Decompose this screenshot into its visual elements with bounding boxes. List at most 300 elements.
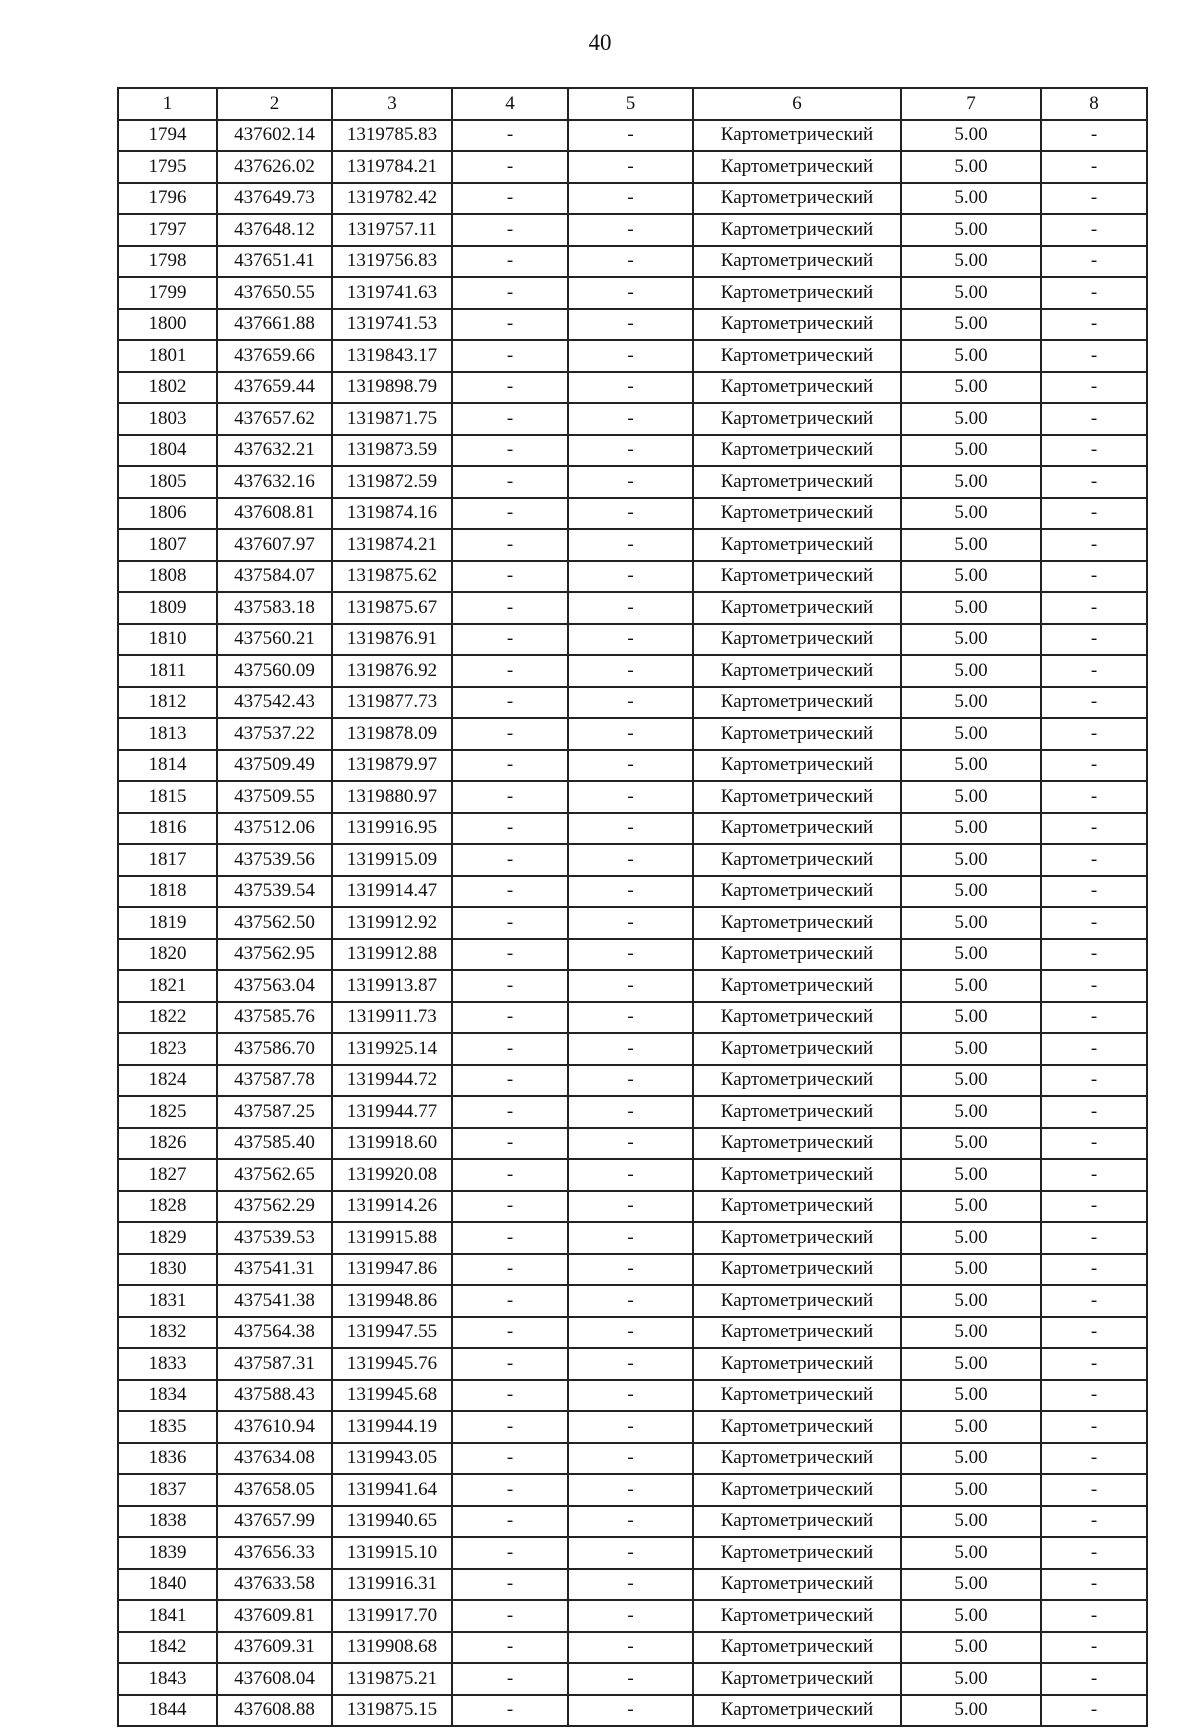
- x-coordinate-cell: 437650.55: [217, 277, 332, 309]
- accuracy-cell: 5.00: [901, 1443, 1041, 1475]
- point-number-cell: 1819: [118, 907, 217, 939]
- method-cell: Картометрический: [693, 183, 901, 215]
- accuracy-cell: 5.00: [901, 844, 1041, 876]
- column-8-cell: -: [1041, 1191, 1147, 1223]
- point-number-cell: 1797: [118, 214, 217, 246]
- point-number-cell: 1796: [118, 183, 217, 215]
- point-number-cell: 1817: [118, 844, 217, 876]
- column-8-cell: -: [1041, 655, 1147, 687]
- table-row: [118, 781, 1147, 813]
- column-8-cell: -: [1041, 750, 1147, 782]
- y-coordinate-cell: 1319941.64: [332, 1474, 452, 1506]
- y-coordinate-cell: 1319948.86: [332, 1285, 452, 1317]
- y-coordinate-cell: 1319916.95: [332, 813, 452, 845]
- y-coordinate-cell: 1319898.79: [332, 372, 452, 404]
- accuracy-cell: 5.00: [901, 1411, 1041, 1443]
- column-5-cell: -: [568, 655, 693, 687]
- method-cell: Картометрический: [693, 498, 901, 530]
- method-cell: Картометрический: [693, 277, 901, 309]
- point-number-cell: 1840: [118, 1569, 217, 1601]
- point-number-cell: 1826: [118, 1128, 217, 1160]
- y-coordinate-cell: 1319944.19: [332, 1411, 452, 1443]
- column-8-cell: -: [1041, 1254, 1147, 1286]
- accuracy-cell: 5.00: [901, 655, 1041, 687]
- column-4-cell: -: [452, 592, 568, 624]
- method-cell: Картометрический: [693, 1317, 901, 1349]
- column-5-cell: -: [568, 277, 693, 309]
- column-5-cell: -: [568, 1600, 693, 1632]
- method-cell: Картометрический: [693, 939, 901, 971]
- method-cell: Картометрический: [693, 781, 901, 813]
- point-number-cell: 1799: [118, 277, 217, 309]
- method-cell: Картометрический: [693, 1348, 901, 1380]
- x-coordinate-cell: 437585.76: [217, 1002, 332, 1034]
- column-8-cell: -: [1041, 970, 1147, 1002]
- y-coordinate-cell: 1319918.60: [332, 1128, 452, 1160]
- column-5-cell: -: [568, 1002, 693, 1034]
- y-coordinate-cell: 1319875.62: [332, 561, 452, 593]
- y-coordinate-cell: 1319879.97: [332, 750, 452, 782]
- column-5-cell: -: [568, 1663, 693, 1695]
- point-number-cell: 1842: [118, 1632, 217, 1664]
- method-cell: Картометрический: [693, 687, 901, 719]
- table-row: [118, 1222, 1147, 1254]
- column-5-cell: -: [568, 876, 693, 908]
- column-4-cell: -: [452, 813, 568, 845]
- column-5-cell: -: [568, 1474, 693, 1506]
- method-cell: Картометрический: [693, 1443, 901, 1475]
- accuracy-cell: 5.00: [901, 309, 1041, 341]
- column-8-cell: -: [1041, 1695, 1147, 1727]
- x-coordinate-cell: 437562.65: [217, 1159, 332, 1191]
- column-5-cell: -: [568, 1285, 693, 1317]
- method-cell: Картометрический: [693, 970, 901, 1002]
- column-5-cell: -: [568, 309, 693, 341]
- method-cell: Картометрический: [693, 1663, 901, 1695]
- point-number-cell: 1818: [118, 876, 217, 908]
- table-row: [118, 907, 1147, 939]
- column-8-cell: -: [1041, 1159, 1147, 1191]
- column-4-cell: -: [452, 1002, 568, 1034]
- y-coordinate-cell: 1319875.15: [332, 1695, 452, 1727]
- column-8-cell: -: [1041, 844, 1147, 876]
- column-8-cell: -: [1041, 939, 1147, 971]
- table-row: [118, 1065, 1147, 1097]
- method-cell: Картометрический: [693, 435, 901, 467]
- y-coordinate-cell: 1319925.14: [332, 1033, 452, 1065]
- point-number-cell: 1815: [118, 781, 217, 813]
- x-coordinate-cell: 437588.43: [217, 1380, 332, 1412]
- accuracy-cell: 5.00: [901, 403, 1041, 435]
- y-coordinate-cell: 1319945.76: [332, 1348, 452, 1380]
- column-8-cell: -: [1041, 372, 1147, 404]
- column-8-cell: -: [1041, 1569, 1147, 1601]
- accuracy-cell: 5.00: [901, 1506, 1041, 1538]
- column-8-cell: -: [1041, 1096, 1147, 1128]
- x-coordinate-cell: 437657.62: [217, 403, 332, 435]
- column-8-cell: -: [1041, 120, 1147, 152]
- column-8-cell: -: [1041, 1506, 1147, 1538]
- table-row: [118, 151, 1147, 183]
- column-4-cell: -: [452, 844, 568, 876]
- point-number-cell: 1824: [118, 1065, 217, 1097]
- point-number-cell: 1814: [118, 750, 217, 782]
- x-coordinate-cell: 437609.31: [217, 1632, 332, 1664]
- x-coordinate-cell: 437657.99: [217, 1506, 332, 1538]
- point-number-cell: 1834: [118, 1380, 217, 1412]
- accuracy-cell: 5.00: [901, 1222, 1041, 1254]
- point-number-cell: 1794: [118, 120, 217, 152]
- method-cell: Картометрический: [693, 214, 901, 246]
- column-4-cell: -: [452, 403, 568, 435]
- column-8-cell: -: [1041, 403, 1147, 435]
- column-4-cell: -: [452, 214, 568, 246]
- column-5-cell: -: [568, 624, 693, 656]
- x-coordinate-cell: 437541.38: [217, 1285, 332, 1317]
- column-header: 6: [693, 88, 901, 120]
- column-4-cell: -: [452, 435, 568, 467]
- accuracy-cell: 5.00: [901, 1285, 1041, 1317]
- x-coordinate-cell: 437587.25: [217, 1096, 332, 1128]
- column-4-cell: -: [452, 1443, 568, 1475]
- y-coordinate-cell: 1319915.09: [332, 844, 452, 876]
- table-row: [118, 498, 1147, 530]
- column-5-cell: -: [568, 750, 693, 782]
- accuracy-cell: 5.00: [901, 1002, 1041, 1034]
- table-row: [118, 183, 1147, 215]
- y-coordinate-cell: 1319782.42: [332, 183, 452, 215]
- table-row: [118, 750, 1147, 782]
- column-5-cell: -: [568, 1222, 693, 1254]
- column-5-cell: -: [568, 970, 693, 1002]
- column-4-cell: -: [452, 939, 568, 971]
- table-row: [118, 1254, 1147, 1286]
- x-coordinate-cell: 437560.21: [217, 624, 332, 656]
- point-number-cell: 1831: [118, 1285, 217, 1317]
- x-coordinate-cell: 437587.78: [217, 1065, 332, 1097]
- x-coordinate-cell: 437542.43: [217, 687, 332, 719]
- column-5-cell: -: [568, 246, 693, 278]
- y-coordinate-cell: 1319944.77: [332, 1096, 452, 1128]
- y-coordinate-cell: 1319908.68: [332, 1632, 452, 1664]
- column-5-cell: -: [568, 1096, 693, 1128]
- table-row: [118, 277, 1147, 309]
- column-4-cell: -: [452, 1632, 568, 1664]
- table-row: [118, 340, 1147, 372]
- column-5-cell: -: [568, 214, 693, 246]
- y-coordinate-cell: 1319876.92: [332, 655, 452, 687]
- x-coordinate-cell: 437563.04: [217, 970, 332, 1002]
- x-coordinate-cell: 437509.49: [217, 750, 332, 782]
- y-coordinate-cell: 1319871.75: [332, 403, 452, 435]
- table-row: [118, 876, 1147, 908]
- y-coordinate-cell: 1319872.59: [332, 466, 452, 498]
- column-8-cell: -: [1041, 1474, 1147, 1506]
- method-cell: Картометрический: [693, 1065, 901, 1097]
- column-8-cell: -: [1041, 561, 1147, 593]
- x-coordinate-cell: 437512.06: [217, 813, 332, 845]
- column-5-cell: -: [568, 340, 693, 372]
- column-8-cell: -: [1041, 1065, 1147, 1097]
- column-4-cell: -: [452, 1506, 568, 1538]
- column-5-cell: -: [568, 781, 693, 813]
- table-row: [118, 592, 1147, 624]
- point-number-cell: 1821: [118, 970, 217, 1002]
- method-cell: Картометрический: [693, 718, 901, 750]
- method-cell: Картометрический: [693, 1632, 901, 1664]
- method-cell: Картометрический: [693, 466, 901, 498]
- x-coordinate-cell: 437651.41: [217, 246, 332, 278]
- method-cell: Картометрический: [693, 813, 901, 845]
- method-cell: Картометрический: [693, 592, 901, 624]
- x-coordinate-cell: 437564.38: [217, 1317, 332, 1349]
- column-8-cell: -: [1041, 1632, 1147, 1664]
- column-8-cell: -: [1041, 624, 1147, 656]
- accuracy-cell: 5.00: [901, 750, 1041, 782]
- column-8-cell: -: [1041, 309, 1147, 341]
- y-coordinate-cell: 1319915.88: [332, 1222, 452, 1254]
- method-cell: Картометрический: [693, 1159, 901, 1191]
- column-4-cell: -: [452, 1285, 568, 1317]
- method-cell: Картометрический: [693, 1191, 901, 1223]
- accuracy-cell: 5.00: [901, 687, 1041, 719]
- x-coordinate-cell: 437658.05: [217, 1474, 332, 1506]
- column-5-cell: -: [568, 1632, 693, 1664]
- table-row: [118, 1663, 1147, 1695]
- point-number-cell: 1812: [118, 687, 217, 719]
- point-number-cell: 1798: [118, 246, 217, 278]
- x-coordinate-cell: 437583.18: [217, 592, 332, 624]
- column-8-cell: -: [1041, 718, 1147, 750]
- table-row: [118, 624, 1147, 656]
- column-8-cell: -: [1041, 1002, 1147, 1034]
- y-coordinate-cell: 1319741.53: [332, 309, 452, 341]
- table-row: [118, 1380, 1147, 1412]
- table-row: [118, 1632, 1147, 1664]
- table-row: [118, 1033, 1147, 1065]
- column-5-cell: -: [568, 1348, 693, 1380]
- accuracy-cell: 5.00: [901, 561, 1041, 593]
- column-4-cell: -: [452, 372, 568, 404]
- y-coordinate-cell: 1319912.88: [332, 939, 452, 971]
- x-coordinate-cell: 437585.40: [217, 1128, 332, 1160]
- column-8-cell: -: [1041, 466, 1147, 498]
- table-row: [118, 1159, 1147, 1191]
- point-number-cell: 1801: [118, 340, 217, 372]
- table-row: [118, 403, 1147, 435]
- accuracy-cell: 5.00: [901, 1096, 1041, 1128]
- method-cell: Картометрический: [693, 1569, 901, 1601]
- point-number-cell: 1838: [118, 1506, 217, 1538]
- column-4-cell: -: [452, 1695, 568, 1727]
- accuracy-cell: 5.00: [901, 1159, 1041, 1191]
- accuracy-cell: 5.00: [901, 624, 1041, 656]
- column-4-cell: -: [452, 529, 568, 561]
- point-number-cell: 1816: [118, 813, 217, 845]
- method-cell: Картометрический: [693, 624, 901, 656]
- column-4-cell: -: [452, 781, 568, 813]
- column-5-cell: -: [568, 1411, 693, 1443]
- point-number-cell: 1811: [118, 655, 217, 687]
- point-number-cell: 1822: [118, 1002, 217, 1034]
- accuracy-cell: 5.00: [901, 214, 1041, 246]
- point-number-cell: 1828: [118, 1191, 217, 1223]
- column-4-cell: -: [452, 466, 568, 498]
- x-coordinate-cell: 437562.29: [217, 1191, 332, 1223]
- x-coordinate-cell: 437587.31: [217, 1348, 332, 1380]
- accuracy-cell: 5.00: [901, 1033, 1041, 1065]
- method-cell: Картометрический: [693, 529, 901, 561]
- method-cell: Картометрический: [693, 1411, 901, 1443]
- point-number-cell: 1832: [118, 1317, 217, 1349]
- column-4-cell: -: [452, 876, 568, 908]
- point-number-cell: 1839: [118, 1537, 217, 1569]
- accuracy-cell: 5.00: [901, 1348, 1041, 1380]
- table-row: [118, 1537, 1147, 1569]
- column-4-cell: -: [452, 907, 568, 939]
- y-coordinate-cell: 1319784.21: [332, 151, 452, 183]
- accuracy-cell: 5.00: [901, 781, 1041, 813]
- table-row: [118, 1695, 1147, 1727]
- accuracy-cell: 5.00: [901, 529, 1041, 561]
- y-coordinate-cell: 1319912.92: [332, 907, 452, 939]
- column-8-cell: -: [1041, 907, 1147, 939]
- y-coordinate-cell: 1319880.97: [332, 781, 452, 813]
- x-coordinate-cell: 437537.22: [217, 718, 332, 750]
- point-number-cell: 1806: [118, 498, 217, 530]
- column-5-cell: -: [568, 1506, 693, 1538]
- page-number: 40: [588, 30, 612, 55]
- column-4-cell: -: [452, 120, 568, 152]
- column-8-cell: -: [1041, 214, 1147, 246]
- column-5-cell: -: [568, 1380, 693, 1412]
- point-number-cell: 1844: [118, 1695, 217, 1727]
- x-coordinate-cell: 437608.88: [217, 1695, 332, 1727]
- column-8-cell: -: [1041, 1317, 1147, 1349]
- column-4-cell: -: [452, 1317, 568, 1349]
- column-4-cell: -: [452, 687, 568, 719]
- x-coordinate-cell: 437560.09: [217, 655, 332, 687]
- column-5-cell: -: [568, 498, 693, 530]
- x-coordinate-cell: 437539.56: [217, 844, 332, 876]
- column-8-cell: -: [1041, 1380, 1147, 1412]
- column-8-cell: -: [1041, 592, 1147, 624]
- y-coordinate-cell: 1319915.10: [332, 1537, 452, 1569]
- column-5-cell: -: [568, 466, 693, 498]
- table-row: [118, 1411, 1147, 1443]
- accuracy-cell: 5.00: [901, 876, 1041, 908]
- y-coordinate-cell: 1319917.70: [332, 1600, 452, 1632]
- accuracy-cell: 5.00: [901, 151, 1041, 183]
- method-cell: Картометрический: [693, 403, 901, 435]
- y-coordinate-cell: 1319947.86: [332, 1254, 452, 1286]
- y-coordinate-cell: 1319875.21: [332, 1663, 452, 1695]
- column-4-cell: -: [452, 1411, 568, 1443]
- point-number-cell: 1829: [118, 1222, 217, 1254]
- x-coordinate-cell: 437562.50: [217, 907, 332, 939]
- table-row: [118, 435, 1147, 467]
- method-cell: Картометрический: [693, 1096, 901, 1128]
- method-cell: Картометрический: [693, 1537, 901, 1569]
- x-coordinate-cell: 437608.81: [217, 498, 332, 530]
- column-8-cell: -: [1041, 435, 1147, 467]
- y-coordinate-cell: 1319876.91: [332, 624, 452, 656]
- table-row: [118, 655, 1147, 687]
- method-cell: Картометрический: [693, 655, 901, 687]
- y-coordinate-cell: 1319944.72: [332, 1065, 452, 1097]
- y-coordinate-cell: 1319873.59: [332, 435, 452, 467]
- table-row: [118, 1096, 1147, 1128]
- column-4-cell: -: [452, 1569, 568, 1601]
- column-4-cell: -: [452, 1065, 568, 1097]
- x-coordinate-cell: 437632.16: [217, 466, 332, 498]
- method-cell: Картометрический: [693, 1033, 901, 1065]
- point-number-cell: 1809: [118, 592, 217, 624]
- column-8-cell: -: [1041, 687, 1147, 719]
- table-row: [118, 372, 1147, 404]
- point-number-cell: 1827: [118, 1159, 217, 1191]
- column-5-cell: -: [568, 1443, 693, 1475]
- column-4-cell: -: [452, 561, 568, 593]
- x-coordinate-cell: 437649.73: [217, 183, 332, 215]
- column-4-cell: -: [452, 1096, 568, 1128]
- column-8-cell: -: [1041, 151, 1147, 183]
- y-coordinate-cell: 1319741.63: [332, 277, 452, 309]
- x-coordinate-cell: 437626.02: [217, 151, 332, 183]
- column-header: 1: [118, 88, 217, 120]
- point-number-cell: 1813: [118, 718, 217, 750]
- accuracy-cell: 5.00: [901, 1600, 1041, 1632]
- column-5-cell: -: [568, 529, 693, 561]
- y-coordinate-cell: 1319877.73: [332, 687, 452, 719]
- accuracy-cell: 5.00: [901, 592, 1041, 624]
- table-row: [118, 1191, 1147, 1223]
- point-number-cell: 1835: [118, 1411, 217, 1443]
- column-4-cell: -: [452, 1191, 568, 1223]
- column-5-cell: -: [568, 435, 693, 467]
- column-5-cell: -: [568, 151, 693, 183]
- x-coordinate-cell: 437539.54: [217, 876, 332, 908]
- column-5-cell: -: [568, 592, 693, 624]
- method-cell: Картометрический: [693, 1002, 901, 1034]
- y-coordinate-cell: 1319940.65: [332, 1506, 452, 1538]
- accuracy-cell: 5.00: [901, 1128, 1041, 1160]
- column-4-cell: -: [452, 498, 568, 530]
- table-row: [118, 1443, 1147, 1475]
- table-row: [118, 466, 1147, 498]
- x-coordinate-cell: 437539.53: [217, 1222, 332, 1254]
- accuracy-cell: 5.00: [901, 1380, 1041, 1412]
- column-8-cell: -: [1041, 183, 1147, 215]
- table-row: [118, 309, 1147, 341]
- column-4-cell: -: [452, 246, 568, 278]
- column-4-cell: -: [452, 1159, 568, 1191]
- method-cell: Картометрический: [693, 750, 901, 782]
- column-4-cell: -: [452, 750, 568, 782]
- table-row: [118, 1474, 1147, 1506]
- column-5-cell: -: [568, 372, 693, 404]
- table-row: [118, 214, 1147, 246]
- column-8-cell: -: [1041, 1128, 1147, 1160]
- method-cell: Картометрический: [693, 1600, 901, 1632]
- column-header: 7: [901, 88, 1041, 120]
- column-4-cell: -: [452, 183, 568, 215]
- table-row: [118, 1600, 1147, 1632]
- column-5-cell: -: [568, 183, 693, 215]
- column-header: 8: [1041, 88, 1147, 120]
- column-5-cell: -: [568, 718, 693, 750]
- column-4-cell: -: [452, 1600, 568, 1632]
